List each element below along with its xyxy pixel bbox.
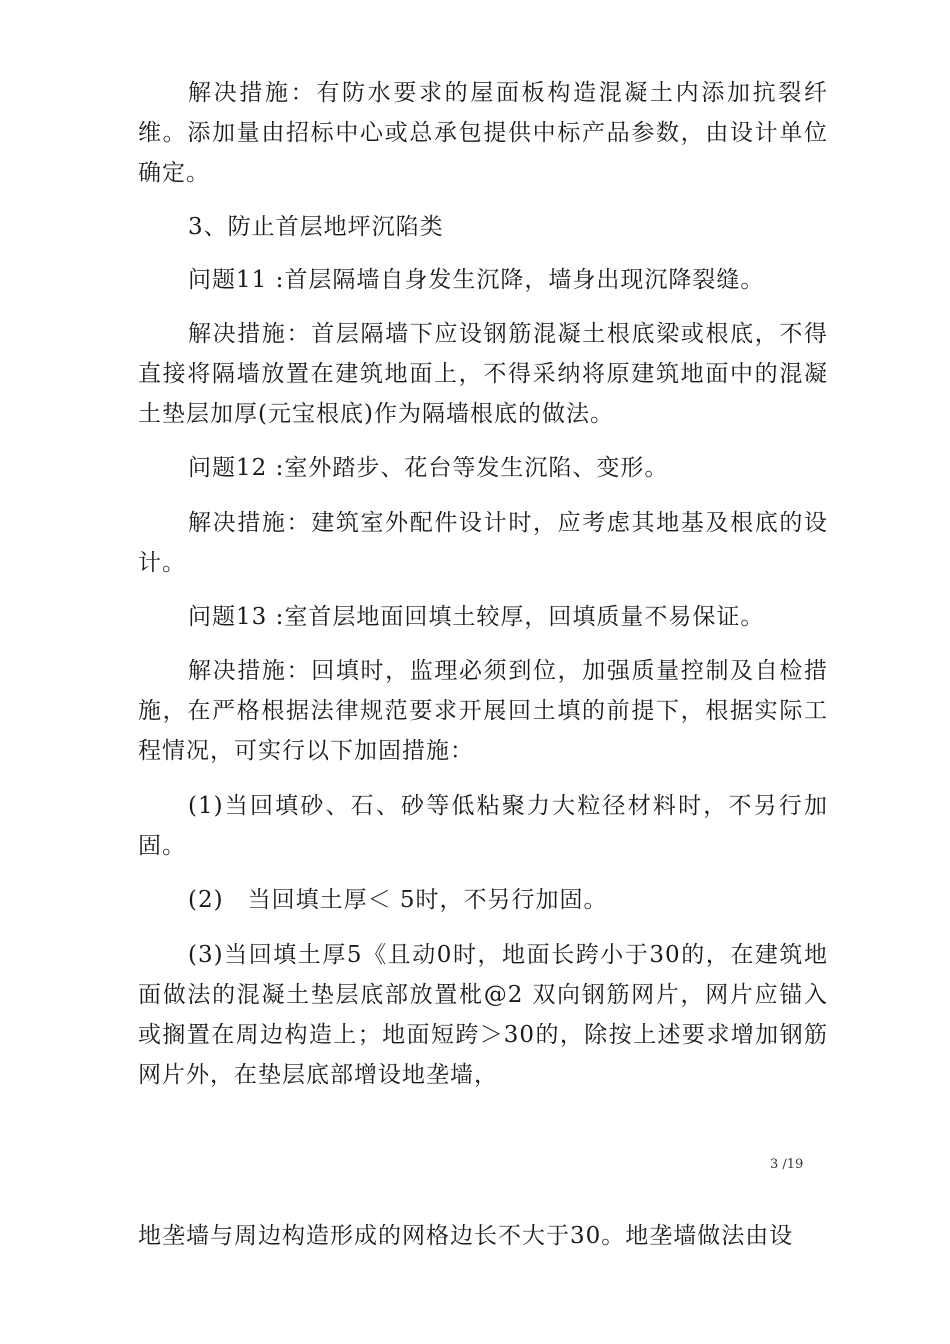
paragraph-item-1: (1)当回填砂、石、砂等低粘聚力大粒径材料时，不另行加固。: [138, 793, 828, 859]
page-number: 3 /19: [770, 1157, 804, 1172]
paragraph-measure-11: 解决措施：首层隔墙下应设钢筋混凝土根底梁或根底，不得直接将隔墙放置在建筑地面上，不得采纳将原建筑地面中的混凝土垫层加厚(元宝根底)作为隔墙根底的做法。: [138, 321, 828, 427]
section-heading-3: 3、防止首层地坪沉陷类: [188, 214, 444, 240]
next-page-text: 地垄墙与周边构造形成的网格边长不大于30。地垄墙做法由设: [138, 1223, 794, 1249]
paragraph-item-2: (2) 当回填土厚＜ 5时，不另行加固。: [188, 887, 608, 913]
paragraph-question-12: 问题12 :室外踏步、花台等发生沉陷、变形。: [188, 455, 669, 481]
paragraph-question-11: 问题11 :首层隔墙自身发生沉降，墙身出现沉降裂缝。: [188, 267, 765, 293]
paragraph-question-13: 问题13 :室首层地面回填土较厚，回填质量不易保证。: [188, 604, 765, 630]
paragraph-item-3: (3)当回填土厚5《且动0时，地面长跨小于30的，在建筑地面做法的混凝土垫层底部放置枇@2 双向钢筋网片，网片应锚入或搁置在周边构造上；地面短跨＞30的，除按上述要求增加钢筋网片外，在垫层底部增设地垄墙，: [138, 942, 828, 1088]
paragraph-measure-1: 解决措施：有防水要求的屋面板构造混凝土内添加抗裂纤维。添加量由招标中心或总承包提供中标产品参数，由设计单位确定。: [138, 80, 828, 186]
paragraph-measure-12: 解决措施：建筑室外配件设计时，应考虑其地基及根底的设计。: [138, 510, 828, 576]
paragraph-measure-13: 解决措施：回填时，监理必须到位，加强质量控制及自检措施，在严格根据法律规范要求开展回土填的前提下，根据实际工程情况，可实行以下加固措施：: [138, 658, 828, 764]
